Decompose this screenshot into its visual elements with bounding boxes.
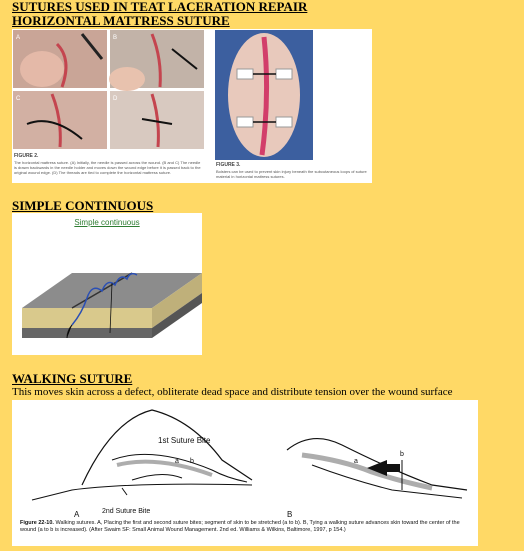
first-bite-label: 1st Suture Bite — [158, 436, 211, 445]
label-b-right: b — [400, 451, 404, 458]
walking-figure-caption-text: Walking sutures. A, Placing the first and second suture bites; segment of skin to be stretched (a to b). B, Tying a walking suture advances skin toward the center of the wound (a to b is increased). (After Swaim SF: Small Animal Wound Management. 2nd ed. Williams & Wilkins, Baltimore, 1997, p 154.) — [20, 520, 460, 533]
label-a-left: a — [175, 458, 179, 465]
simple-continuous-figure — [12, 213, 202, 355]
label-b-left: b — [190, 458, 194, 465]
figure2-label: FIGURE 2. — [14, 153, 39, 159]
panel-letter-d: D — [113, 96, 118, 102]
horizontal-mattress-figure-panel — [12, 29, 372, 183]
walking-suture-description: This moves skin across a defect, obliterate dead space and distribute tension over the wound surface — [12, 386, 453, 398]
panel-b-label: B — [287, 510, 293, 519]
simple-continuous-illustration — [12, 213, 202, 355]
panel-a-label: A — [74, 510, 80, 519]
section-heading-simple-continuous: SIMPLE CONTINUOUS — [12, 198, 154, 213]
walking-suture-figure — [12, 400, 478, 546]
figure3-caption: Bolsters can be used to prevent skin injury beneath the subcutaneous loops of suture material in horizontal mattress sutures. — [216, 169, 367, 179]
page-title: SUTURES USED IN TEAT LACERATION REPAIR — [12, 0, 308, 14]
label-a-right: a — [354, 458, 358, 465]
simple-continuous-label[interactable]: Simple continuous — [74, 218, 140, 227]
panel-letter-c: C — [16, 96, 21, 102]
section-heading-walking-suture: WALKING SUTURE — [12, 371, 133, 386]
panel-letter-a: A — [16, 35, 21, 41]
walking-figure-caption-title: Figure 22-10. — [20, 520, 54, 526]
figure2-caption: The horizontal mattress suture. (A) Initially, the needle is passed across the wound. (B and C) The needle is drawn backwards in the needle holder and moves down the wound edge before it is passed back to the original wound edge. (D) The threads are tied to complete the horizontal mattress suture. — [14, 160, 201, 175]
panel-letter-b: B — [113, 35, 118, 41]
second-bite-label: 2nd Suture Bite — [102, 508, 151, 515]
figure3-label: FIGURE 3. — [216, 162, 241, 168]
section-heading-horizontal-mattress: HORIZONTAL MATTRESS SUTURE — [12, 13, 230, 28]
